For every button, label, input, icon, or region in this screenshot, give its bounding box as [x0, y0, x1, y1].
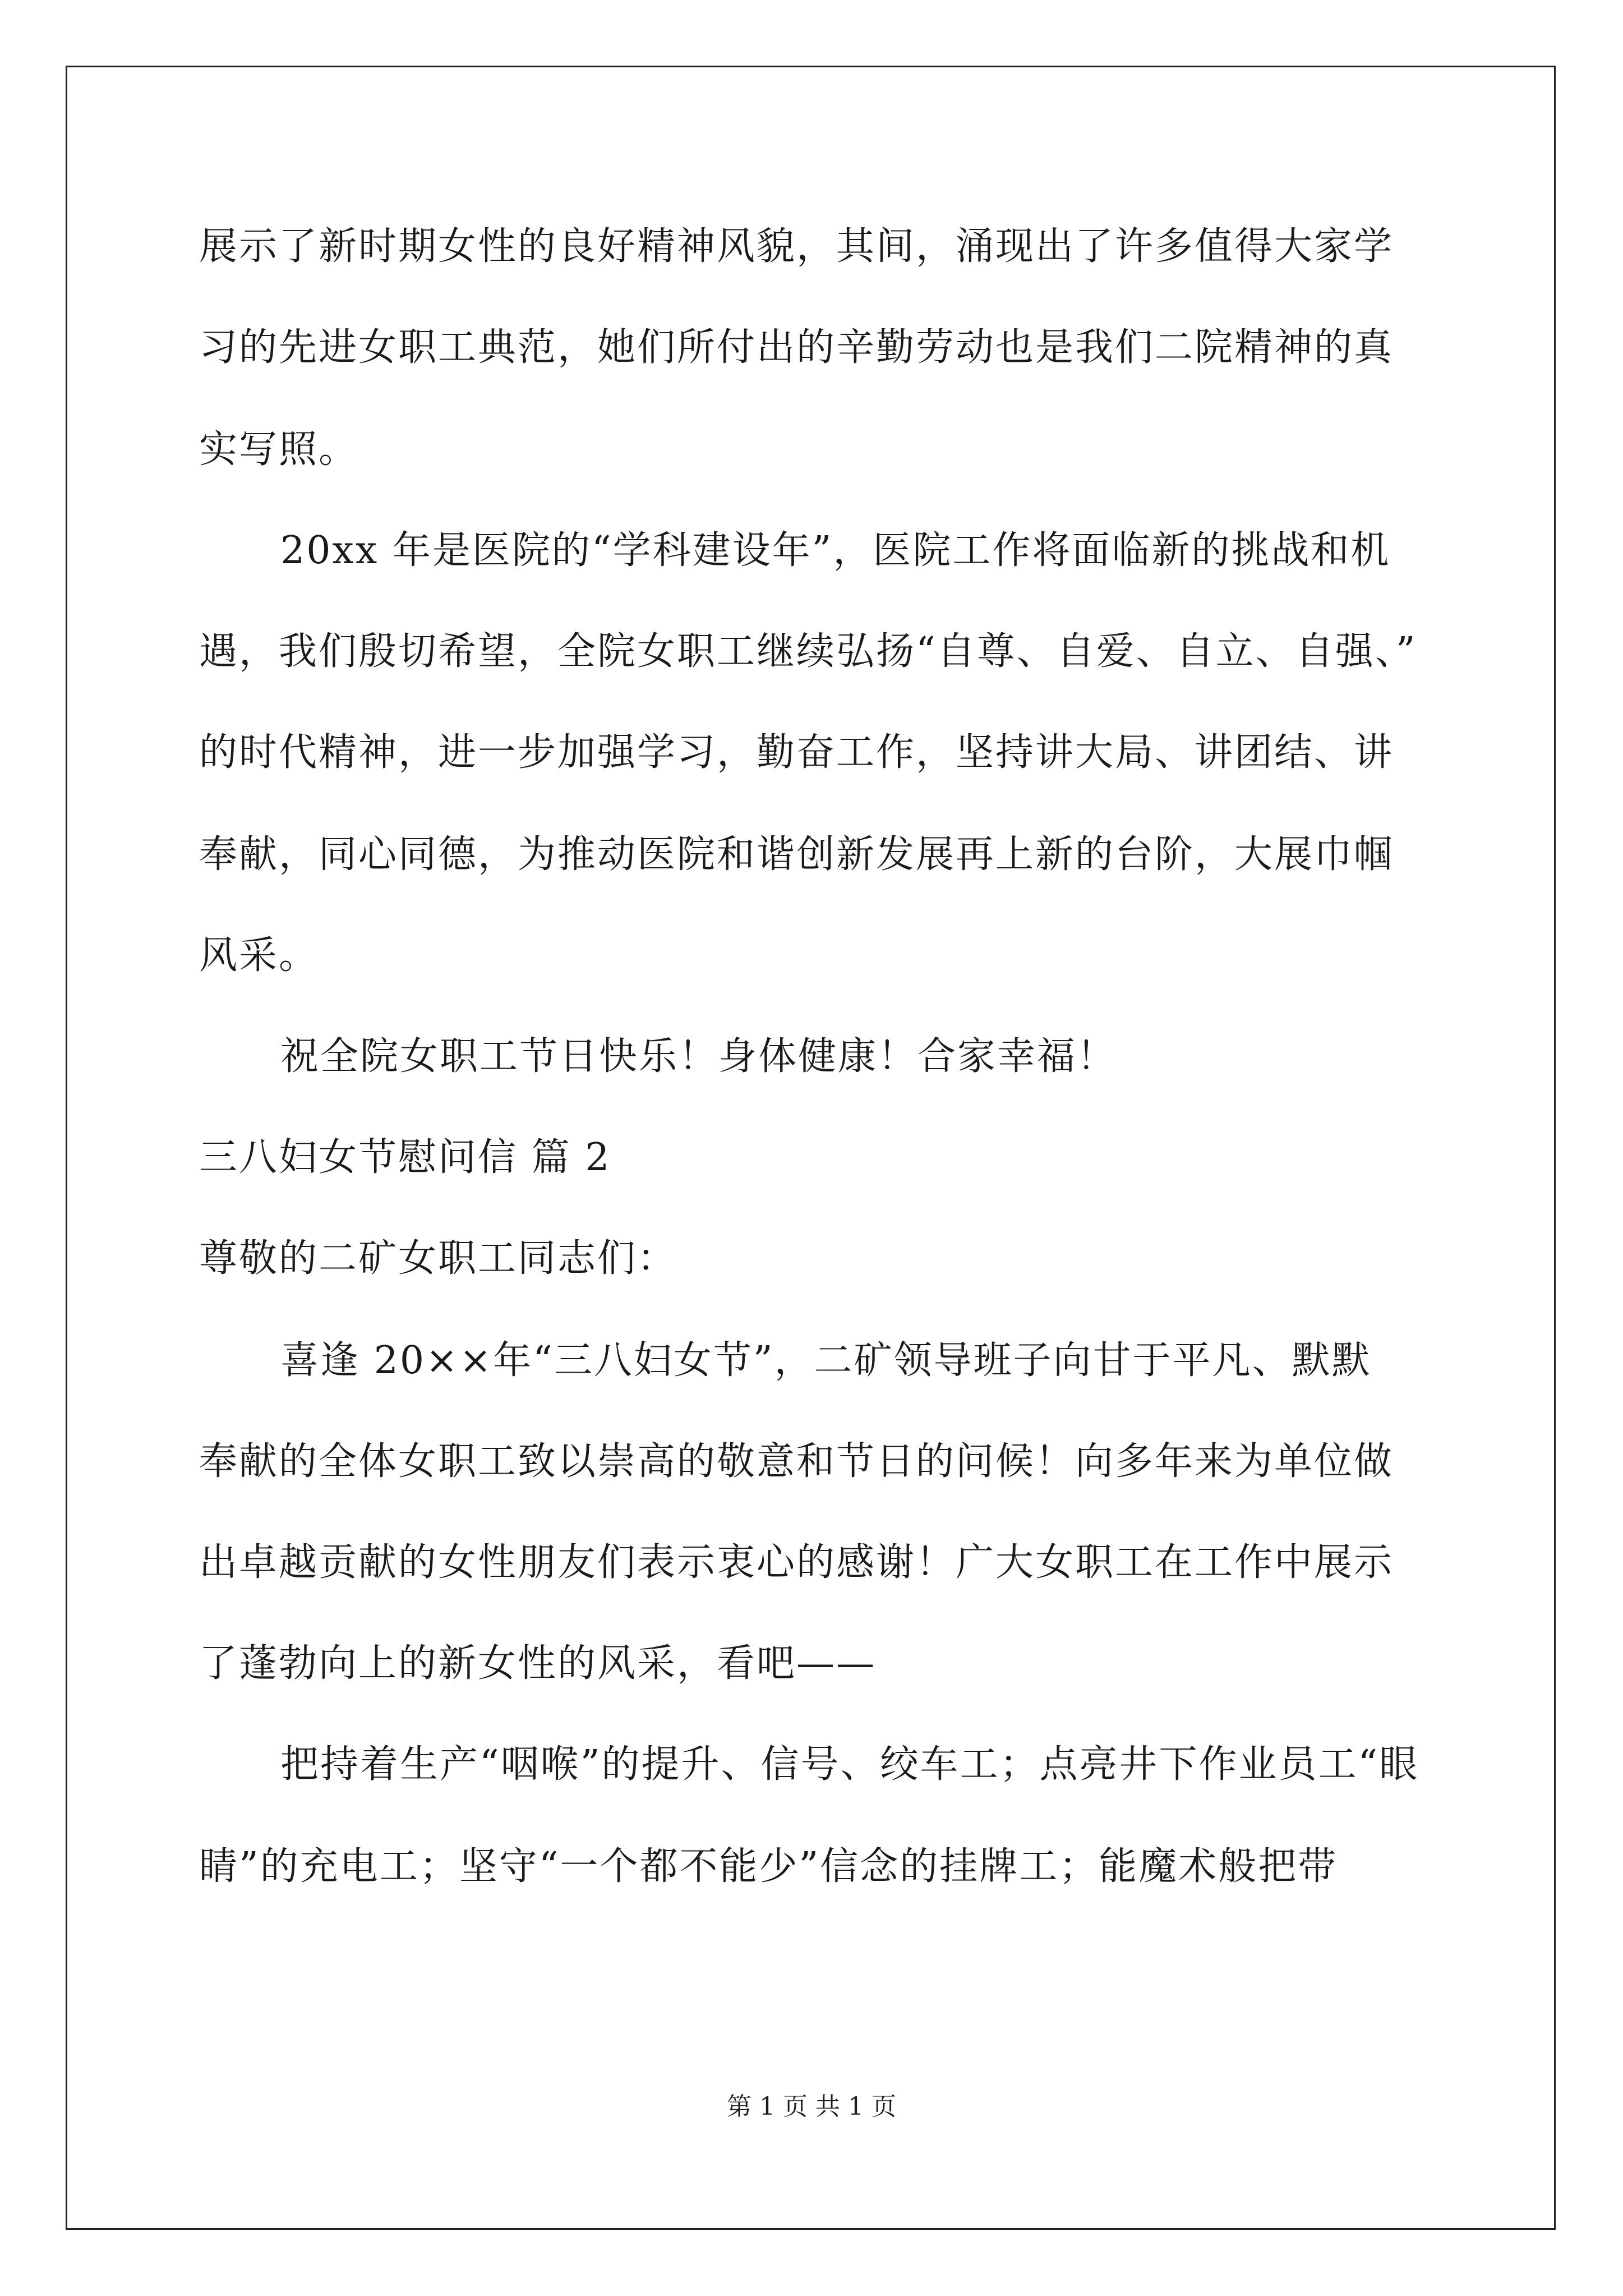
body-line: 遇，我们殷切希望，全院女职工继续弘扬“自尊、自爱、自立、自强、”	[199, 629, 1417, 674]
body-line: 展示了新时期女性的良好精神风貌，其间，涌现出了许多值得大家学	[199, 224, 1394, 269]
body-line: 风采。	[199, 933, 319, 978]
body-line: 实写照。	[199, 427, 359, 472]
greeting-line: 祝全院女职工节日快乐！身体健康！合家幸福！	[280, 1034, 1117, 1079]
body-line: 的时代精神，进一步加强学习，勤奋工作，坚持讲大局、讲团结、讲	[199, 730, 1394, 775]
paragraph-start-line: 喜逢 20××年“三八妇女节”，二矿领导班子向甘于平凡、默默	[280, 1338, 1372, 1383]
section-heading: 三八妇女节慰问信 篇 2	[199, 1135, 611, 1180]
paragraph-start-line: 20xx 年是医院的“学科建设年”，医院工作将面临新的挑战和机	[280, 528, 1391, 573]
body-line: 习的先进女职工典范，她们所付出的辛勤劳动也是我们二院精神的真	[199, 325, 1394, 370]
page-footer: 第 1 页 共 1 页	[727, 2092, 896, 2121]
body-line: 了蓬勃向上的新女性的风采，看吧——	[199, 1641, 877, 1686]
salutation: 尊敬的二矿女职工同志们：	[199, 1236, 677, 1281]
body-line: 睛”的充电工；坚守“一个都不能少”信念的挂牌工；能魔术般把带	[199, 1844, 1338, 1889]
body-line: 奉献，同心同德，为推动医院和谐创新发展再上新的台阶，大展巾帼	[199, 832, 1394, 877]
body-line: 出卓越贡献的女性朋友们表示衷心的感谢！广大女职工在工作中展示	[199, 1540, 1394, 1585]
body-line: 奉献的全体女职工致以崇高的敬意和节日的问候！向多年来为单位做	[199, 1439, 1394, 1484]
paragraph-start-line: 把持着生产“咽喉”的提升、信号、绞车工；点亮井下作业员工“眼	[280, 1742, 1419, 1787]
